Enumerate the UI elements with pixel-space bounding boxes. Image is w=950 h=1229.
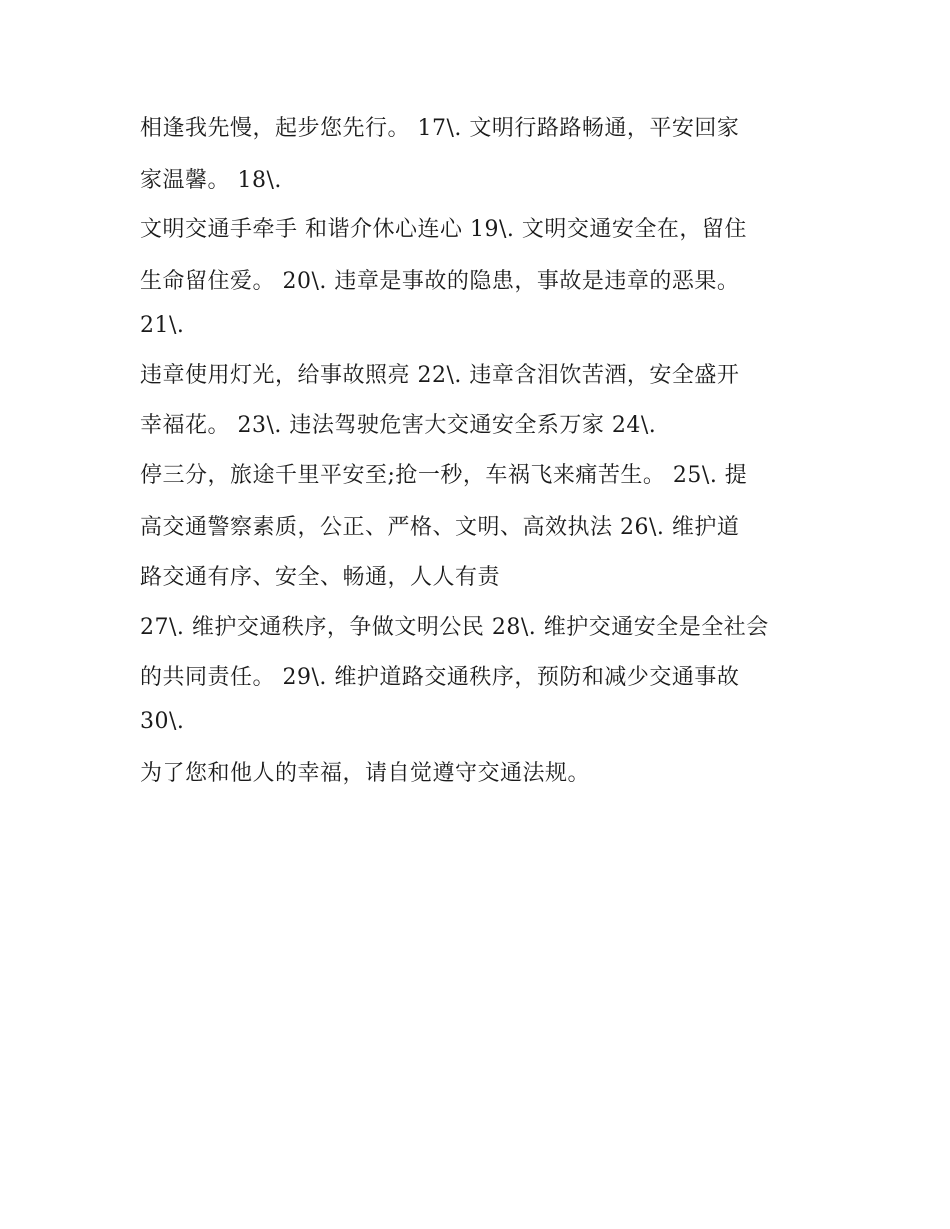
text-line: 高交通警察素质，公正、严格、文明、高效执法 26\. 维护道 [140,515,740,540]
text-line: 30\. [140,709,185,734]
text-line: 路交通有序、安全、畅通，人人有责 [140,565,501,590]
text-line: 为了您和他人的幸福，请自觉遵守交通法规。 [140,761,591,786]
text-line: 停三分，旅途千里平安至;抢一秒，车祸飞来痛苦生。 25\. 提 [140,463,748,488]
text-line: 生命留住爱。 20\. 违章是事故的隐患，事故是违章的恶果。 [140,269,740,294]
text-line: 幸福花。 23\. 违法驾驶危害大交通安全系万家 24\. [140,413,657,438]
text-line: 文明交通手牵手 和谐介休心连心 19\. 文明交通安全在，留住 [140,217,747,242]
text-line: 21\. [140,313,185,338]
text-line: 的共同责任。 29\. 维护道路交通秩序，预防和减少交通事故 [140,665,740,690]
text-line: 违章使用灯光，给事故照亮 22\. 违章含泪饮苦酒，安全盛开 [140,363,740,388]
text-line: 27\. 维护交通秩序，争做文明公民 28\. 维护交通安全是全社会 [140,615,769,640]
text-line: 家温馨。 18\. [140,168,282,193]
text-line: 相逢我先慢，起步您先行。 17\. 文明行路路畅通，平安回家 [140,116,740,141]
